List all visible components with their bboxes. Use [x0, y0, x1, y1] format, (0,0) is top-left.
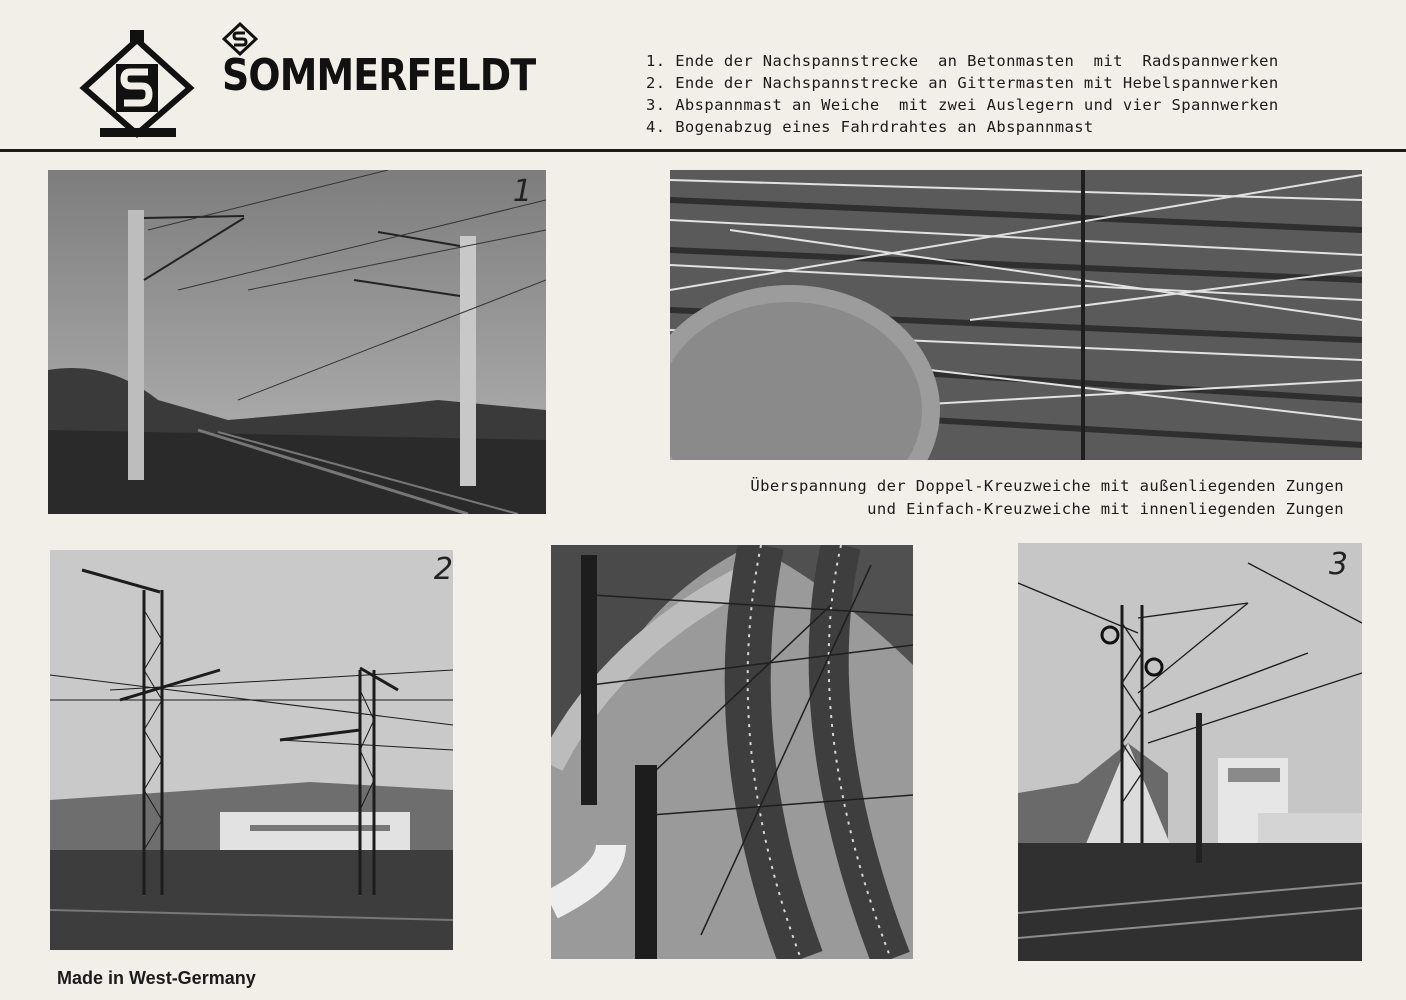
photo-1-concrete-masts [48, 170, 546, 514]
sommerfeldt-logo-icon [78, 30, 196, 140]
legend-item: 3. Abspannmast an Weiche mit zwei Auslegern und vier Spannwerken [646, 96, 1279, 114]
photo-number: 2 [433, 552, 453, 587]
caption-line-2: und Einfach-Kreuzweiche mit innenliegenden Zungen [867, 500, 1344, 518]
photo-turnout-overhead [670, 170, 1362, 460]
turnout-caption [668, 475, 1344, 521]
caption-line-1: Überspannung der Doppel-Kreuzweiche mit außenliegenden Zungen [750, 477, 1344, 495]
photo-3-anchor-mast [1018, 543, 1362, 961]
legend-item: 4. Bogenabzug eines Fahrdrahtes an Abspannmast [646, 118, 1094, 136]
legend-list [646, 50, 1279, 138]
brand-name: SOMMERFELDT [222, 50, 536, 101]
photo-number: 1 [512, 174, 532, 209]
legend-item: 2. Ende der Nachspannstrecke an Gittermasten mit Hebelspannwerken [646, 74, 1279, 92]
legend-item: 1. Ende der Nachspannstrecke an Betonmasten mit Radspannwerken [646, 52, 1279, 70]
photo-curve-model [551, 545, 913, 959]
made-in-label: Made in West-Germany [57, 968, 256, 988]
header-divider [0, 149, 1406, 152]
photo-number: 3 [1328, 547, 1348, 582]
photo-2-lattice-masts [50, 550, 453, 950]
